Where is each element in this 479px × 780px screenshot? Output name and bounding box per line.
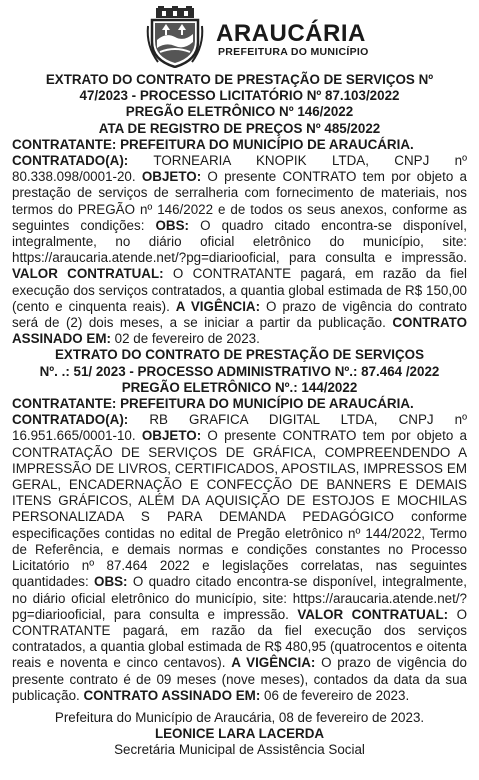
- extract-2-title-line: Nº. .: 51/ 2023 - PROCESSO ADMINISTRATIVO Nº.: 87.464 /2022: [39, 363, 440, 379]
- place-date: Prefeitura do Município de Araucária, 08 de fevereiro de 2023.: [54, 709, 425, 725]
- brand-name: ARAUCÁRIA: [216, 20, 366, 47]
- extract-1-title-line: PREGÃO ELETRÔNICO Nº 146/2022: [125, 104, 354, 120]
- municipal-seal-icon: [144, 6, 206, 68]
- vigencia-label: A VIGÊNCIA:: [175, 298, 261, 314]
- assinado-text: 02 de fevereiro de 2023.: [110, 331, 260, 347]
- signatory-role: Secretária Municipal de Assistência Social: [114, 742, 365, 758]
- assinado-text: 06 de fevereiro de 2023.: [260, 687, 410, 703]
- valor-label: VALOR CONTRATUAL:: [297, 606, 449, 622]
- document-header: [12, 0, 467, 72]
- extract-1-body: [12, 153, 467, 347]
- contratado-label: CONTRATADO(A):: [12, 153, 129, 169]
- brand-subtitle: PREFEITURA DO MUNICÍPIO: [218, 46, 369, 58]
- valor-label: VALOR CONTRATUAL:: [12, 266, 164, 282]
- objeto-text: O presente CONTRATO tem por objeto a CONTRATAÇÃO DE SERVIÇOS DE GRÁFICA, COMPREENDENDO A IMPRESSÃO DE LIVROS, CERTIFICADOS, APOSTILAS, IMPRESSOS EM GERAL, ENCADERNAÇÃO E CONFECÇÃO DE BANNERS E DEMAIS ITENS GRÁFICOS, ALÉM DA AQUISIÇÃO DE ESTOJOS E MOCHILAS PERSONALIZADA S PARA DEMANDA PEDAGÓGICO conforme especificações contidas no edital de Pregão eletrônico nº 144/2022, Termo de Referência, e demais normas e condições constantes no Processo Licitatório nº 87.464 2022 e legislações correlatas, nas seguintes quantidades:: [12, 428, 468, 590]
- vigencia-label: A VIGÊNCIA:: [231, 655, 316, 671]
- extract-1: [12, 72, 467, 347]
- assinado-label: CONTRATO ASSINADO EM:: [83, 687, 261, 703]
- objeto-text: O presente CONTRATO tem por objeto a prestação de serviços de serralheria com fornecimento de materiais, nos termos do PREGÃO nº 146/2022 e de todos os seus anexos, conforme as seguintes condições:: [12, 169, 468, 233]
- assinado-label: CONTRATO ASSINADO EM:: [12, 315, 467, 347]
- objeto-label: OBJETO:: [141, 169, 202, 185]
- extract-2: [12, 347, 467, 703]
- brand-block: [216, 22, 369, 58]
- extract-1-title-line: ATA DE REGISTRO DE PREÇOS Nº 485/2022: [98, 120, 381, 136]
- extract-1-title-line: 47/2023 - PROCESSO LICITATÓRIO Nº 87.103/2022: [79, 88, 400, 104]
- obs-text: O quadro citado encontra-se disponível, integralmente, no diário oficial eletrônico do município, site: https://araucaria.atende.net/?pg=diariooficial, para consulta e impressão.: [12, 217, 467, 266]
- extract-2-title-line: EXTRATO DO CONTRATO DE PRESTAÇÃO DE SERVIÇOS: [54, 347, 425, 363]
- contratado-text: TORNEARIA KNOPIK LTDA, CNPJ nº 80.338.098/0001-20.: [12, 153, 467, 185]
- extract-2-body: [12, 412, 467, 704]
- obs-label: OBS:: [94, 574, 128, 590]
- valor-text: O CONTRATANTE pagará, em razão da fiel execução dos serviços contratados, a quantia global estimada de R$ 480,95 (quatrocentos e oitenta reais e noventa e cinco centavos).: [12, 606, 467, 671]
- obs-text: O quadro citado encontra-se disponível, integralmente, no diário oficial eletrônico do município, site: https://araucaria.atende.net/?pg=diariooficial, para consulta e impressão.: [12, 574, 467, 622]
- obs-label: OBS:: [155, 217, 189, 233]
- contratado-text: RB GRAFICA DIGITAL LTDA, CNPJ nº 16.951.665/0001-10.: [12, 412, 467, 444]
- extract-1-contratante: CONTRATANTE: PREFEITURA DO MUNICÍPIO DE ARAUCÁRIA.: [12, 136, 414, 152]
- vigencia-text: O prazo de vigência do contrato será de (2) dois meses, a se iniciar a partir da publicação.: [12, 298, 467, 331]
- objeto-label: OBJETO:: [141, 428, 202, 444]
- extract-2-title-line: PREGÃO ELETRÔNICO Nº.: 144/2022: [121, 379, 358, 395]
- extract-2-contratante: CONTRATANTE: PREFEITURA DO MUNICÍPIO DE ARAUCÁRIA.: [12, 396, 414, 412]
- document-footer: [12, 710, 467, 759]
- contratado-label: CONTRATADO(A):: [12, 412, 129, 428]
- vigencia-text: O prazo de vigência do presente contrato é de 09 meses (nove meses), contados da data da sua publicação.: [12, 655, 467, 703]
- signatory-name: LEONICE LARA LACERDA: [154, 726, 325, 742]
- valor-text: O CONTRATANTE pagará, em razão da fiel execução dos serviços contratados, a quantia global estimada de R$ 150,00 (cento e cinquenta reais).: [12, 266, 467, 314]
- extract-1-title-line: EXTRATO DO CONTRATO DE PRESTAÇÃO DE SERVIÇOS Nº: [45, 72, 434, 87]
